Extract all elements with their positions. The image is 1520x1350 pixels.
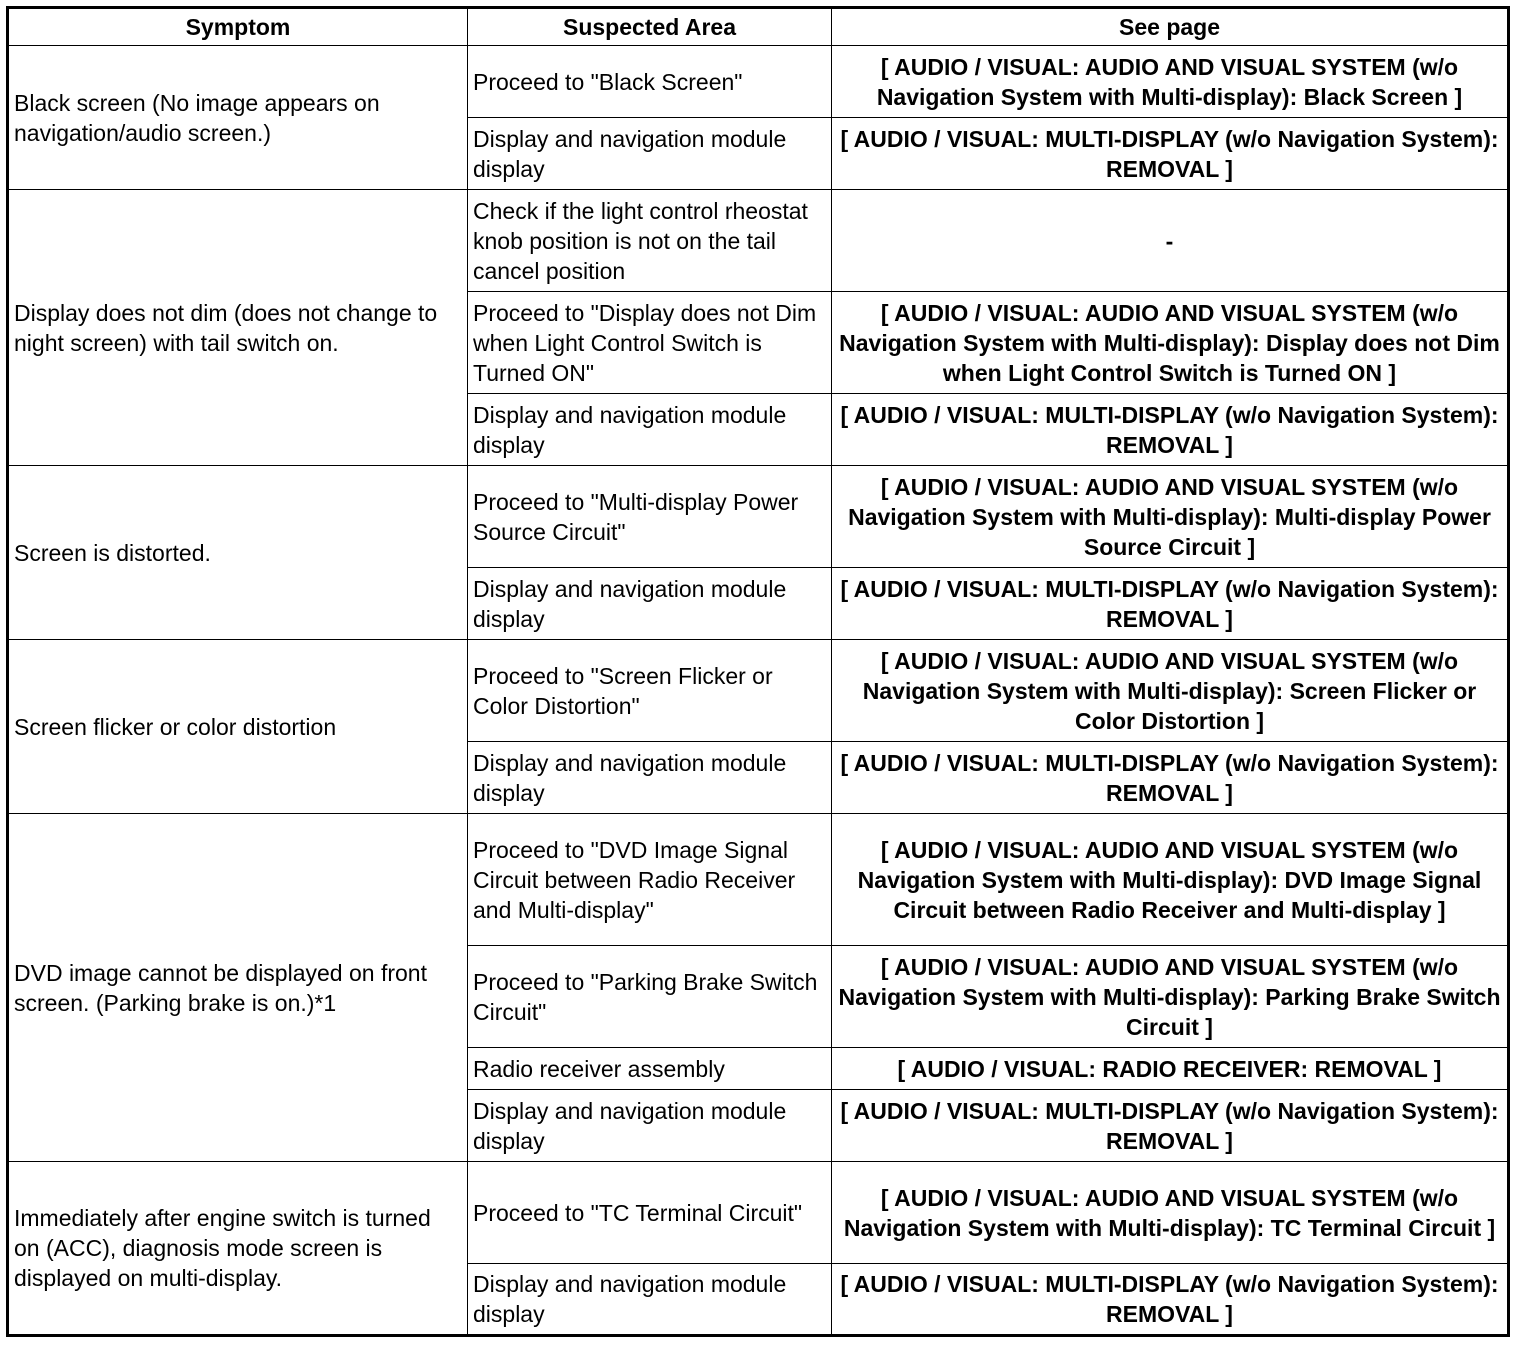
- see-page-link[interactable]: [ AUDIO / VISUAL: AUDIO AND VISUAL SYSTEM (w/o Navigation System with Multi-display): Multi-display Power Source Circuit ]: [832, 466, 1509, 568]
- suspected-area-cell: Proceed to "Display does not Dim when Light Control Switch is Turned ON": [468, 292, 832, 394]
- suspected-area-cell: Proceed to "DVD Image Signal Circuit between Radio Receiver and Multi-display": [468, 814, 832, 946]
- see-page-cell: -: [832, 190, 1509, 292]
- suspected-area-cell: Check if the light control rheostat knob position is not on the tail cancel position: [468, 190, 832, 292]
- see-page-link[interactable]: [ AUDIO / VISUAL: AUDIO AND VISUAL SYSTEM (w/o Navigation System with Multi-display): TC Terminal Circuit ]: [832, 1162, 1509, 1264]
- symptom-cell: Black screen (No image appears on navigation/audio screen.): [8, 46, 468, 190]
- symptom-cell: Screen flicker or color distortion: [8, 640, 468, 814]
- table-row: [8, 640, 1509, 742]
- suspected-area-cell: Proceed to "Black Screen": [468, 46, 832, 118]
- suspected-area-cell: Proceed to "Screen Flicker or Color Distortion": [468, 640, 832, 742]
- see-page-link[interactable]: [ AUDIO / VISUAL: AUDIO AND VISUAL SYSTEM (w/o Navigation System with Multi-display): Screen Flicker or Color Distortion ]: [832, 640, 1509, 742]
- see-page-link[interactable]: [ AUDIO / VISUAL: MULTI-DISPLAY (w/o Navigation System): REMOVAL ]: [832, 1264, 1509, 1336]
- suspected-area-cell: Display and navigation module display: [468, 1264, 832, 1336]
- suspected-area-cell: Display and navigation module display: [468, 118, 832, 190]
- see-page-link[interactable]: [ AUDIO / VISUAL: MULTI-DISPLAY (w/o Navigation System): REMOVAL ]: [832, 118, 1509, 190]
- header-suspected-area: Suspected Area: [468, 8, 832, 46]
- see-page-link[interactable]: [ AUDIO / VISUAL: AUDIO AND VISUAL SYSTEM (w/o Navigation System with Multi-display): Parking Brake Switch Circuit ]: [832, 946, 1509, 1048]
- suspected-area-cell: Proceed to "Parking Brake Switch Circuit": [468, 946, 832, 1048]
- problem-symptoms-table: [6, 6, 1510, 1337]
- symptom-cell: DVD image cannot be displayed on front screen. (Parking brake is on.)*1: [8, 814, 468, 1162]
- symptom-cell: Screen is distorted.: [8, 466, 468, 640]
- suspected-area-cell: Display and navigation module display: [468, 1090, 832, 1162]
- see-page-link[interactable]: [ AUDIO / VISUAL: AUDIO AND VISUAL SYSTEM (w/o Navigation System with Multi-display): Black Screen ]: [832, 46, 1509, 118]
- symptom-cell: Immediately after engine switch is turned on (ACC), diagnosis mode screen is displayed on multi-display.: [8, 1162, 468, 1336]
- see-page-link[interactable]: [ AUDIO / VISUAL: MULTI-DISPLAY (w/o Navigation System): REMOVAL ]: [832, 394, 1509, 466]
- suspected-area-cell: Display and navigation module display: [468, 742, 832, 814]
- see-page-link[interactable]: [ AUDIO / VISUAL: MULTI-DISPLAY (w/o Navigation System): REMOVAL ]: [832, 568, 1509, 640]
- table-row: [8, 466, 1509, 568]
- see-page-link[interactable]: [ AUDIO / VISUAL: MULTI-DISPLAY (w/o Navigation System): REMOVAL ]: [832, 742, 1509, 814]
- table-row: [8, 46, 1509, 118]
- suspected-area-cell: Proceed to "Multi-display Power Source Circuit": [468, 466, 832, 568]
- table-header-row: [8, 8, 1509, 46]
- suspected-area-cell: Radio receiver assembly: [468, 1048, 832, 1090]
- see-page-link[interactable]: [ AUDIO / VISUAL: AUDIO AND VISUAL SYSTEM (w/o Navigation System with Multi-display): Display does not Dim when Light Control Switch is Turned ON ]: [832, 292, 1509, 394]
- suspected-area-cell: Proceed to "TC Terminal Circuit": [468, 1162, 832, 1264]
- table-row: [8, 190, 1509, 292]
- see-page-link[interactable]: [ AUDIO / VISUAL: AUDIO AND VISUAL SYSTEM (w/o Navigation System with Multi-display): DVD Image Signal Circuit between Radio Receiver and Multi-display ]: [832, 814, 1509, 946]
- header-symptom: Symptom: [8, 8, 468, 46]
- see-page-link[interactable]: [ AUDIO / VISUAL: RADIO RECEIVER: REMOVAL ]: [832, 1048, 1509, 1090]
- header-see-page: See page: [832, 8, 1509, 46]
- symptom-cell: Display does not dim (does not change to night screen) with tail switch on.: [8, 190, 468, 466]
- suspected-area-cell: Display and navigation module display: [468, 568, 832, 640]
- see-page-link[interactable]: [ AUDIO / VISUAL: MULTI-DISPLAY (w/o Navigation System): REMOVAL ]: [832, 1090, 1509, 1162]
- table-row: [8, 814, 1509, 946]
- table-row: [8, 1162, 1509, 1264]
- suspected-area-cell: Display and navigation module display: [468, 394, 832, 466]
